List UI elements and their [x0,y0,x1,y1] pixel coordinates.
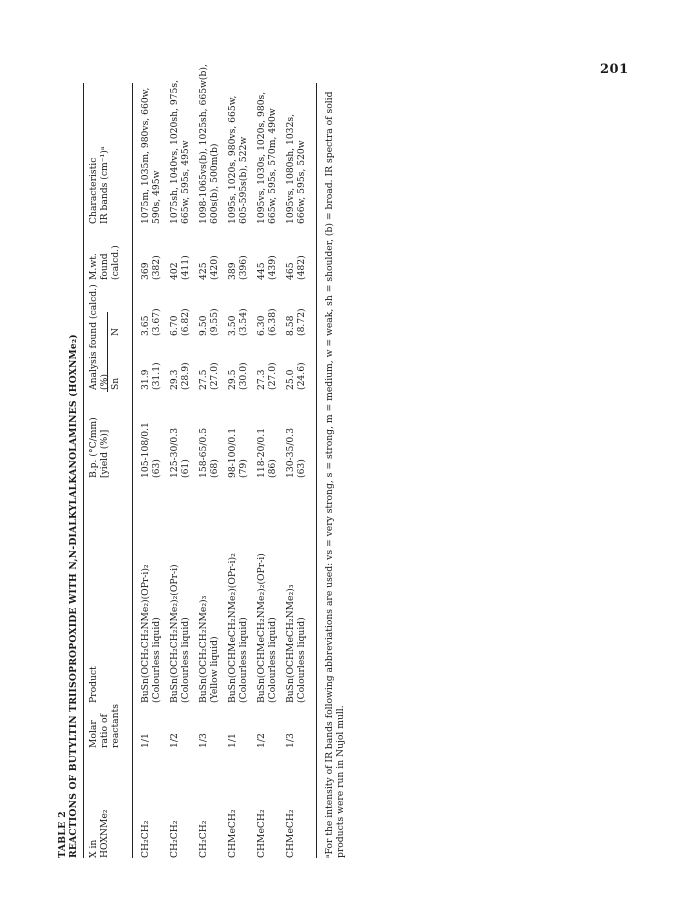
table-row [198,64,228,858]
cell-mw: 402 (411) [169,255,191,280]
cell-ir: 1095vs, 1030s, 1020s, 980s, 665w, 595s, 570m, 490w [256,91,278,224]
header-sn: Sn [110,377,121,390]
cell-x: CHMeCH₂ [227,809,238,858]
cell-n: 3.65 (3.67) [140,308,162,336]
cell-x: CH₂CH₂ [169,820,180,858]
cell-x: CH₂CH₂ [198,820,209,858]
cell-x: CHMeCH₂ [285,809,296,858]
header-mw: M.wt. found (calcd.) [88,245,121,280]
cell-mw: 445 (439) [256,255,278,280]
cell-sn: 27.3 (27.0) [256,362,278,390]
cell-n: 6.30 (6.38) [256,308,278,336]
cell-product: BuSn(OCHMeCH₂NMe₂)₃ (Colourless liquid) [285,584,307,703]
cell-bp: 125-30/0.3 (61) [169,427,191,478]
table-row [227,83,257,858]
cell-x: CH₂CH₂ [140,820,151,858]
cell-ir: 1095vs, 1080sh, 1032s, 666w, 595s, 520w [285,114,307,224]
header-x: X in HOXNMe₂ [88,809,110,858]
table-title: REACTIONS OF BUTYLTIN TRIISOPROPOXIDE WITH N,N-DIALKYLALKANOLAMINES (HOXNMe₂) [68,334,79,858]
table-row [256,83,286,858]
cell-sn: 25.0 (24.6) [285,362,307,390]
cell-mw: 425 (420) [198,255,220,280]
cell-sn: 29.3 (28.9) [169,362,191,390]
cell-mw: 465 (482) [285,255,307,280]
cell-product: BuSn(OCH₂CH₂NMe₂)₂(OPr-i) (Colourless liquid) [169,564,191,703]
cell-sn: 31.9 (31.1) [140,362,162,390]
cell-n: 9.50 (9.55) [198,308,220,336]
table-label: TABLE 2 [57,810,68,858]
cell-ratio: 1/1 [140,733,151,748]
cell-ratio: 1/1 [227,733,238,748]
cell-bp: 118-20/0.1 (86) [256,427,278,478]
cell-sn: 29.5 (30.0) [227,362,249,390]
cell-ratio: 1/2 [169,733,180,748]
cell-ratio: 1/3 [285,733,296,748]
header-rule [132,83,133,858]
table-bottom-rule [316,83,317,858]
cell-ir: 1075m, 1035m, 980vs, 660w, 590s, 495w [140,87,162,224]
table-row [285,83,315,858]
cell-n: 8.58 (8.72) [285,308,307,336]
header-bp: B.p. (°C/mm) [yield (%)] [88,417,110,478]
table-row [169,79,199,858]
cell-ratio: 1/3 [198,733,209,748]
cell-n: 3.50 (3.54) [227,308,249,336]
header-ratio: Molar ratio of reactants [88,704,121,748]
cell-ratio: 1/2 [256,733,267,748]
cell-product: BuSn(OCH₂CH₂NMe₂)(OPr-i)₂ (Colourless liquid) [140,564,162,703]
header-n: N [110,327,121,336]
cell-product: BuSn(OCHMeCH₂NMe₂)₂(OPr-i) (Colourless liquid) [256,553,278,703]
cell-sn: 27.5 (27.0) [198,362,220,390]
cell-ir: 1095s, 1020s, 980vs, 665w, 605-595s(b), 522w [227,95,249,224]
cell-bp: 158-65/0.5 (68) [198,427,220,478]
cell-mw: 389 (396) [227,255,249,280]
cell-product: BuSn(OCH₂CH₂NMe₂)₃ (Yellow liquid) [198,595,220,703]
page-number: 201 [600,62,629,77]
header-analysis: Analysis found (calcd.) (%) [88,284,110,390]
cell-bp: 105-108/0.1 (63) [140,422,162,478]
analysis-subrule [107,312,108,392]
cell-bp: 98-100/0.1 (79) [227,427,249,478]
cell-ir: 1075sh, 1040vs, 1020sh, 975s, 665w, 595s, 495w [169,79,191,224]
header-product: Product [88,666,99,703]
cell-product: BuSn(OCHMeCH₂NMe₂)(OPr-i)₂ (Colourless liquid) [227,553,249,703]
table-footnote: ᵃFor the intensity of IR bands following abbreviations are used: vs = very strong, s = strong, m = medium, w = weak, sh = shoulder, (b) = broad. IR spectra of solid products were run in Nujol mull. [324,91,346,858]
header-ir: Characteristic IR bands (cm⁻¹)ᵃ [88,146,110,224]
cell-n: 6.70 (6.82) [169,308,191,336]
rotated-table [52,64,352,858]
table-top-rule [83,83,84,858]
table-row [140,83,170,858]
cell-ir: 1098-1065vs(b), 1025sh, 665w(b), 600s(b), 500m(b) [198,64,220,224]
cell-mw: 369 (382) [140,255,162,280]
cell-bp: 130-35/0.3 (63) [285,427,307,478]
cell-x: CHMeCH₂ [256,809,267,858]
